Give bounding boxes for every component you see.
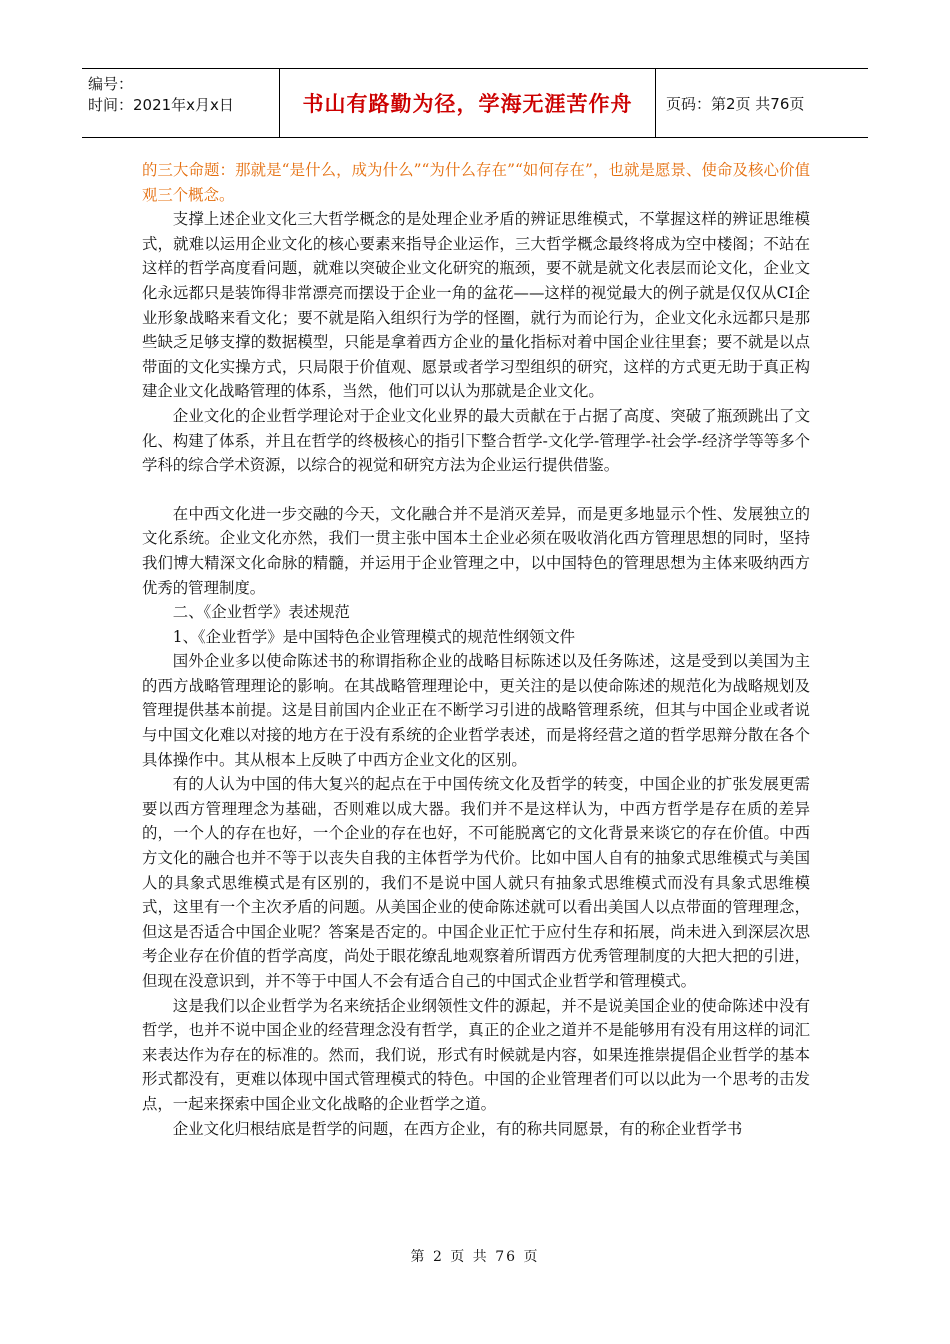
- page-footer: 第 2 页 共 76 页: [410, 1249, 540, 1265]
- page-header: [82, 68, 868, 138]
- header-motto: 书山有路勤为径，学海无涯苦作舟: [280, 69, 656, 137]
- paragraph: 国外企业多以使命陈述书的称谓指称企业的战略目标陈述以及任务陈述，这是受到以美国为主的西方战略管理理论的影响。在其战略管理理论中，更关注的是以使命陈述的规范化为战略规划及管理提供基本前提。这是目前国内企业正在不断学习引进的战略管理系统，但其与中国企业或者说与中国文化难以对接的地方在于没有系统的企业哲学表述，而是将经营之道的哲学思辩分散在各个具体操作中。其从根本上反映了中西方企业文化的区别。: [142, 652, 810, 769]
- paragraph-spacer: [142, 478, 810, 502]
- paragraph: 这是我们以企业哲学为名来统括企业纲领性文件的源起，并不是说美国企业的使命陈述中没有哲学，也并不说中国企业的经营理念没有哲学，真正的企业之道并不是能够用有没有用这样的词汇来表达作为存在的标准的。然而，我们说，形式有时候就是内容，如果连推崇提倡企业哲学的基本形式都没有，更难以体现中国式管理模式的特色。中国的企业管理者们可以以此为一个思考的击发点，一起来探索中国企业文化战略的企业哲学之道。: [142, 996, 810, 1113]
- document-date-label: 时间：2021年x月x日: [88, 96, 234, 114]
- paragraph: 在中西文化进一步交融的今天，文化融合并不是消灭差异，而是更多地显示个性、发展独立的文化系统。企业文化亦然，我们一贯主张中国本土企业必须在吸收消化西方管理思想的同时，坚持我们博大精深文化命脉的精髓，并运用于企业管理之中，以中国特色的管理思想为主体来吸纳西方优秀的管理制度。: [142, 504, 810, 597]
- header-page-number: 页码：第2页 共76页: [666, 94, 805, 113]
- header-meta: [82, 69, 280, 137]
- subsection-heading: 1、《企业哲学》是中国特色企业管理模式的规范性纲领文件: [172, 627, 576, 646]
- document-number-label: 编号：: [88, 75, 134, 93]
- document-body: [142, 158, 810, 1141]
- paragraph: 有的人认为中国的伟大复兴的起点在于中国传统文化及哲学的转变，中国企业的扩张发展更需要以西方管理理念为基础，否则难以成大器。我们并不是这样认为，中西方哲学是存在质的差异的，一个人的存在也好，一个企业的存在也好，不可能脱离它的文化背景来谈它的存在价值。中西方文化的融合也并不等于以丧失自我的主体哲学为代价。比如中国人自有的抽象式思维模式与美国人的具象式思维模式是有区别的，我们不是说中国人就只有抽象式思维模式而没有具象式思维模式，这里有一个主次矛盾的问题。从美国企业的使命陈述就可以看出美国人以点带面的管理理念，但这是否适合中国企业呢？答案是否定的。中国企业正忙于应付生存和拓展，尚未进入到深层次思考企业存在价值的哲学高度，尚处于眼花缭乱地观察着所谓西方优秀管理制度的大把大把的引进，但现在没意识到，并不等于中国人不会有适合自己的中国式企业哲学和管理模式。: [142, 775, 810, 990]
- paragraph: 支撑上述企业文化三大哲学概念的是处理企业矛盾的辨证思维模式，不掌握这样的辨证思维模式，就难以运用企业文化的核心要素来指导企业运作，三大哲学概念最终将成为空中楼阁；不站在这样的哲学高度看问题，就难以突破企业文化研究的瓶颈，要不就是就文化表层而论文化，企业文化永远都只是装饰得非常漂亮而摆设于企业一角的盆花——这样的视觉最大的例子就是仅仅从CI企业形象战略来看文化；要不就是陷入组织行为学的怪圈，就行为而论行为，企业文化永远都只是那些缺乏足够支撑的数据模型，只能是拿着西方企业的量化指标对着中国企业往里套；要不就是以点带面的文化实操方式，只局限于价值观、愿景或者学习型组织的研究，这样的方式更无助于真正构建企业文化战略管理的体系，当然，他们可以认为那就是企业文化。: [142, 210, 810, 401]
- paragraph: 企业文化的企业哲学理论对于企业文化业界的最大贡献在于占据了高度、突破了瓶颈跳出了文化、构建了体系，并且在哲学的终极核心的指引下整合哲学-文化学-管理学-社会学-经济学等等多个学科的综合学术资源，以综合的视觉和研究方法为企业运行提供借鉴。: [142, 406, 810, 475]
- paragraph-continuation-highlighted: 的三大命题：那就是“是什么，成为什么”“为什么存在”“如何存在”，也就是愿景、使命及核心价值观三个概念。: [142, 161, 810, 204]
- paragraph: 企业文化归根结底是哲学的问题，在西方企业，有的称共同愿景，有的称企业哲学书: [172, 1119, 743, 1138]
- section-heading: 二、《企业哲学》表述规范: [172, 603, 350, 622]
